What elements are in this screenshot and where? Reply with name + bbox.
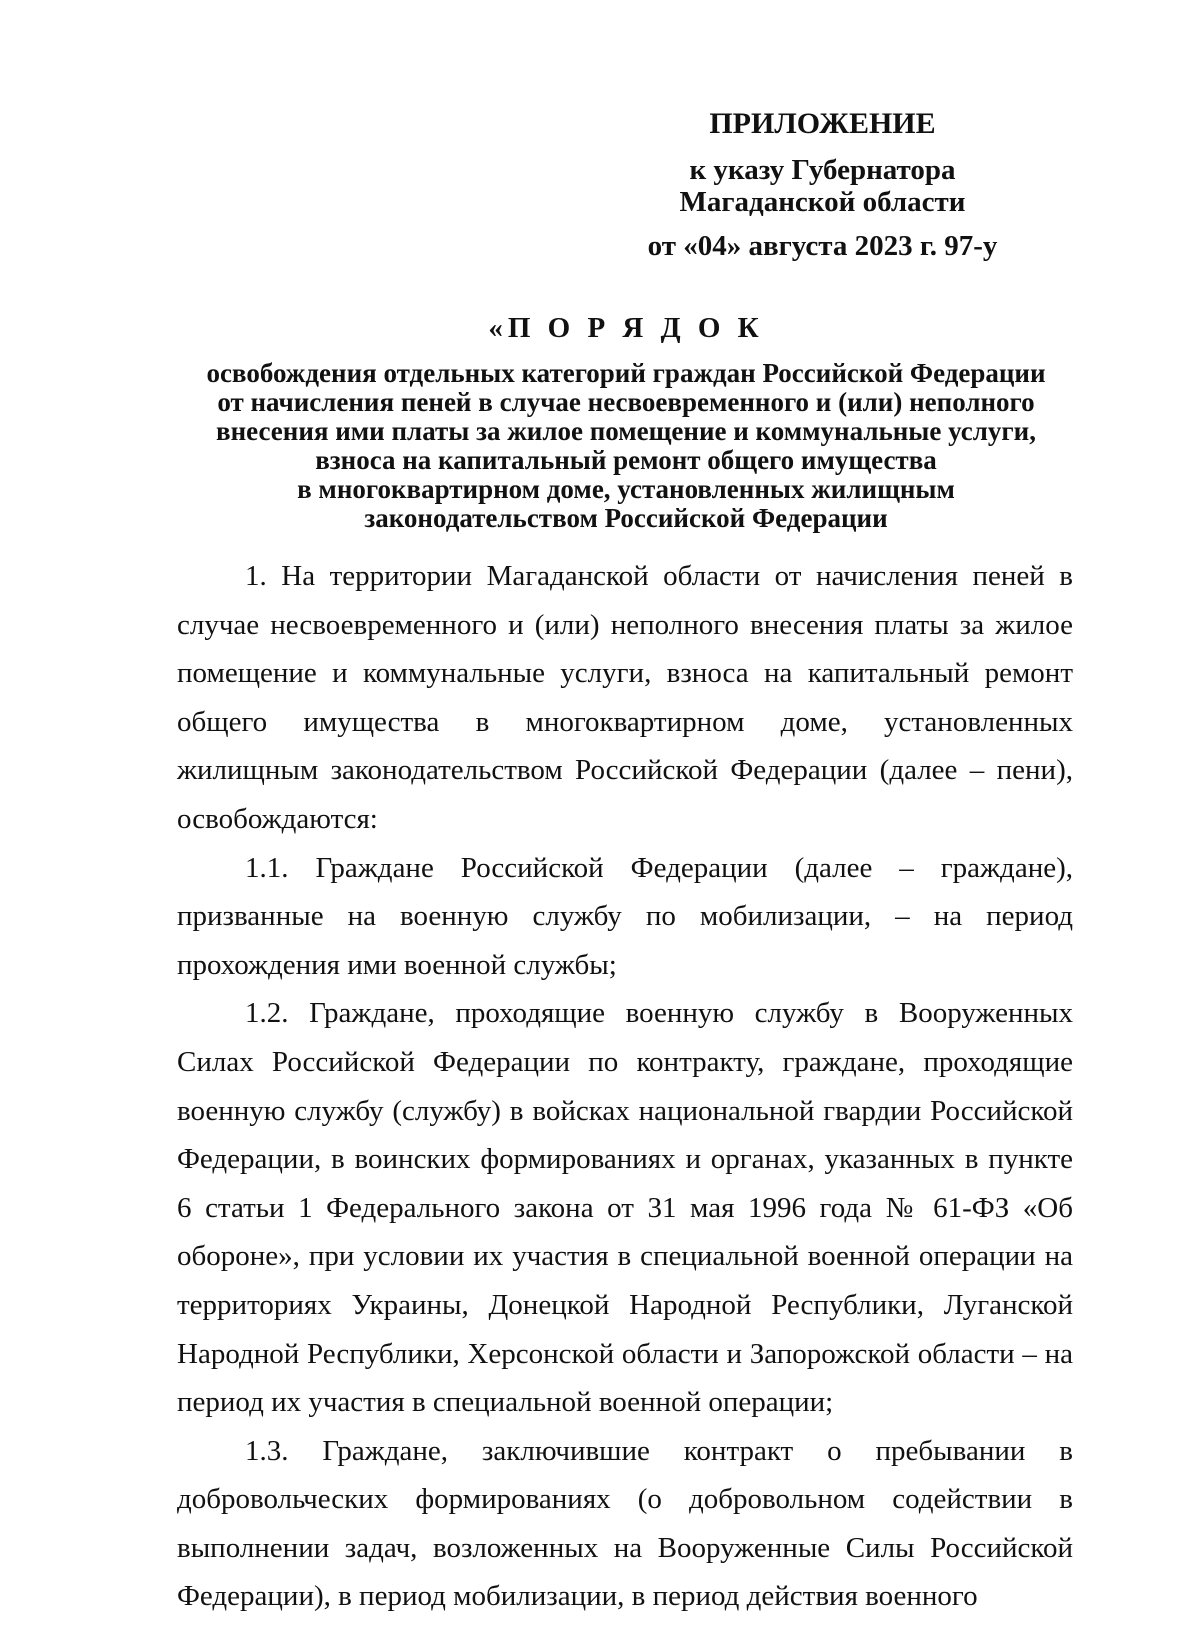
- document-title-block: [172, 314, 1080, 533]
- appendix-date-line: от «04» августа 2023 г. 97-у: [647, 230, 998, 262]
- appendix-reference-line-1: к указу Губернатора: [689, 154, 956, 186]
- title-line: освобождения отдельных категорий граждан Российской Федерации: [206, 358, 1046, 388]
- title-line: внесения ими платы за жилое помещение и коммунальные услуги,: [216, 416, 1036, 446]
- paragraph-1-1: 1.1. Граждане Российской Федерации (далее – граждане), призванные на военную службу по мобилизации, – на период прохождения ими военной службы;: [177, 851, 1073, 981]
- title-line: законодательством Российской Федерации: [364, 503, 888, 533]
- appendix-heading: ПРИЛОЖЕНИЕ: [709, 107, 936, 140]
- paragraph-1-2: 1.2. Граждане, проходящие военную службу в Вооруженных Силах Российской Федерации по контракту, граждане, проходящие военную службу (службу) в войсках национальной гвардии Российской Федерации, в воинских формированиях и органах, указанных в пункте 6 статьи 1 Федерального закона от 31 мая 1996 года № 61-ФЗ «Об обороне», при условии их участия в специальной военной операции на территориях Украины, Донецкой Народной Республики, Луганской Народной Республики, Херсонской области и Запорожской области – на период их участия в специальной военной операции;: [177, 997, 1073, 1419]
- appendix-reference-line-2: Магаданской области: [679, 186, 966, 218]
- document-title: «П О Р Я Д О К: [488, 312, 764, 344]
- paragraph-1-3: 1.3. Граждане, заключившие контракт о пребывании в добровольческих формированиях (о добровольном содействии в выполнении задач, возложенных на Вооруженные Силы Российской Федерации), в период мобилизации, в период действия военного: [177, 1434, 1073, 1613]
- appendix-header: [600, 108, 1045, 262]
- document-body: [177, 552, 1073, 1621]
- title-line: от начисления пеней в случае несвоевременного и (или) неполного: [217, 387, 1035, 417]
- paragraph-1: 1. На территории Магаданской области от начисления пеней в случае несвоевременного и (или) неполного внесения платы за жилое помещение и коммунальные услуги, взноса на капитальный ремонт общего имущества в многоквартирном доме, установленных жилищным законодательством Российской Федерации (далее – пени), освобождаются:: [177, 560, 1073, 835]
- title-line: в многоквартирном доме, установленных жилищным: [297, 474, 955, 504]
- title-line: взноса на капитальный ремонт общего имущества: [315, 445, 937, 475]
